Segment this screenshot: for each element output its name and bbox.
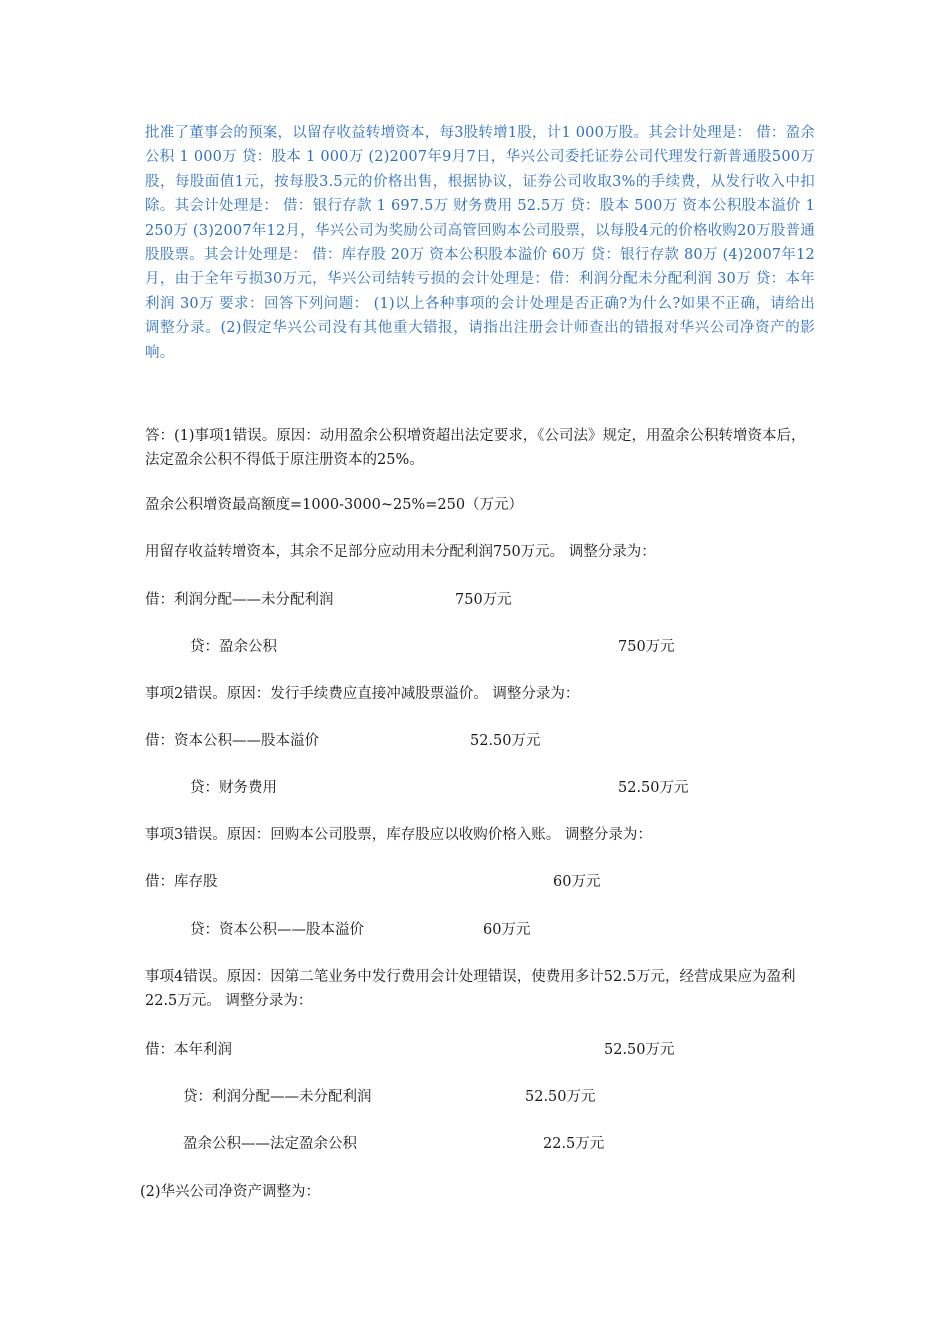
formula-line: 盈余公积增资最高额度=1000-3000~25%=250（万元） bbox=[145, 497, 524, 513]
entry4-debit-amount: 52.50万元 bbox=[604, 1042, 675, 1058]
entry3-debit: 借：库存股 bbox=[145, 874, 218, 890]
answer-item4: 事项4错误。原因：因第二笔业务中发行费用会计处理错误，使费用多计52.5万元，经营成果应为盈利22.5万元。 调整分录为： bbox=[145, 969, 796, 1009]
entry4-credit-second: 盈余公积——法定盈余公积 bbox=[183, 1136, 357, 1152]
entry2-debit: 借：资本公积——股本溢价 bbox=[145, 733, 319, 749]
entry2-credit-amount: 52.50万元 bbox=[618, 780, 689, 796]
entry4-credit-amount: 52.50万元 bbox=[525, 1089, 596, 1105]
entry2-credit: 贷：财务费用 bbox=[190, 780, 277, 796]
entry4-credit-second-amount: 22.5万元 bbox=[543, 1136, 605, 1152]
entry1-credit-amount: 750万元 bbox=[618, 639, 675, 655]
entry3-credit: 贷：资本公积——股本溢价 bbox=[190, 922, 364, 938]
answer-item1: 答：(1)事项1错误。原因：动用盈余公积增资超出法定要求，《公司法》规定，用盈余公积转增资本后，法定盈余公积不得低于原注册资本的25%。 bbox=[145, 428, 806, 468]
answer-item3: 事项3错误。原因：回购本公司股票，库存股应以收购价格入账。 调整分录为： bbox=[145, 827, 652, 843]
question-text: 批准了董事会的预案，以留存收益转增资本，每3股转增1股，计1 000万股。其会计处理是： 借：盈余公积 1 000万 贷：股本 1 000万 (2)2007年9月7日，华兴公司委托证券公司代理发行新普通股500万股，每股面值1元，按每股3.5元的价格出售，根据协议，证券公司收取3%的手续费，从发行收入中扣除。其会计处理是： 借：银行存款 1 697.5万 财务费用 52.5万 贷：股本 500万 资本公积股本溢价 1 250万 (3)2007年12月，华兴公司为奖励公司高管回购本公司股票，以每股4元的价格收购20万股普通股股票。其会计处理是： 借：库存股 20万 资本公积股本溢价 60万 贷：银行存款 80万 (4)2007年12月，由于全年亏损30万元，华兴公司结转亏损的会计处理是：借：利润分配未分配利润 30万 贷：本年利润 30万 要求：回答下列问题： (1)以上各种事项的会计处理是否正确?为什么?如果不正确，请给出调整分录。(2)假定华兴公司没有其他重大错报，请指出注册会计师查出的错报对华兴公司净资产的影响。 bbox=[145, 125, 816, 361]
answer-item2: 事项2错误。原因：发行手续费应直接冲减股票溢价。 调整分录为： bbox=[145, 686, 580, 702]
entry1-debit: 借：利润分配——未分配利润 bbox=[145, 592, 334, 608]
entry4-credit: 贷：利润分配——未分配利润 bbox=[183, 1089, 372, 1105]
entry2-debit-amount: 52.50万元 bbox=[470, 733, 541, 749]
entry1-credit: 贷：盈余公积 bbox=[190, 639, 277, 655]
entry3-credit-amount: 60万元 bbox=[483, 922, 531, 938]
entry3-debit-amount: 60万元 bbox=[553, 874, 601, 890]
entry1-debit-amount: 750万元 bbox=[455, 592, 512, 608]
item1-note: 用留存收益转增资本，其余不足部分应动用未分配利润750万元。 调整分录为： bbox=[145, 544, 656, 560]
entry4-debit: 借：本年利润 bbox=[145, 1042, 232, 1058]
answer-part2: (2)华兴公司净资产调整为： bbox=[140, 1184, 321, 1200]
